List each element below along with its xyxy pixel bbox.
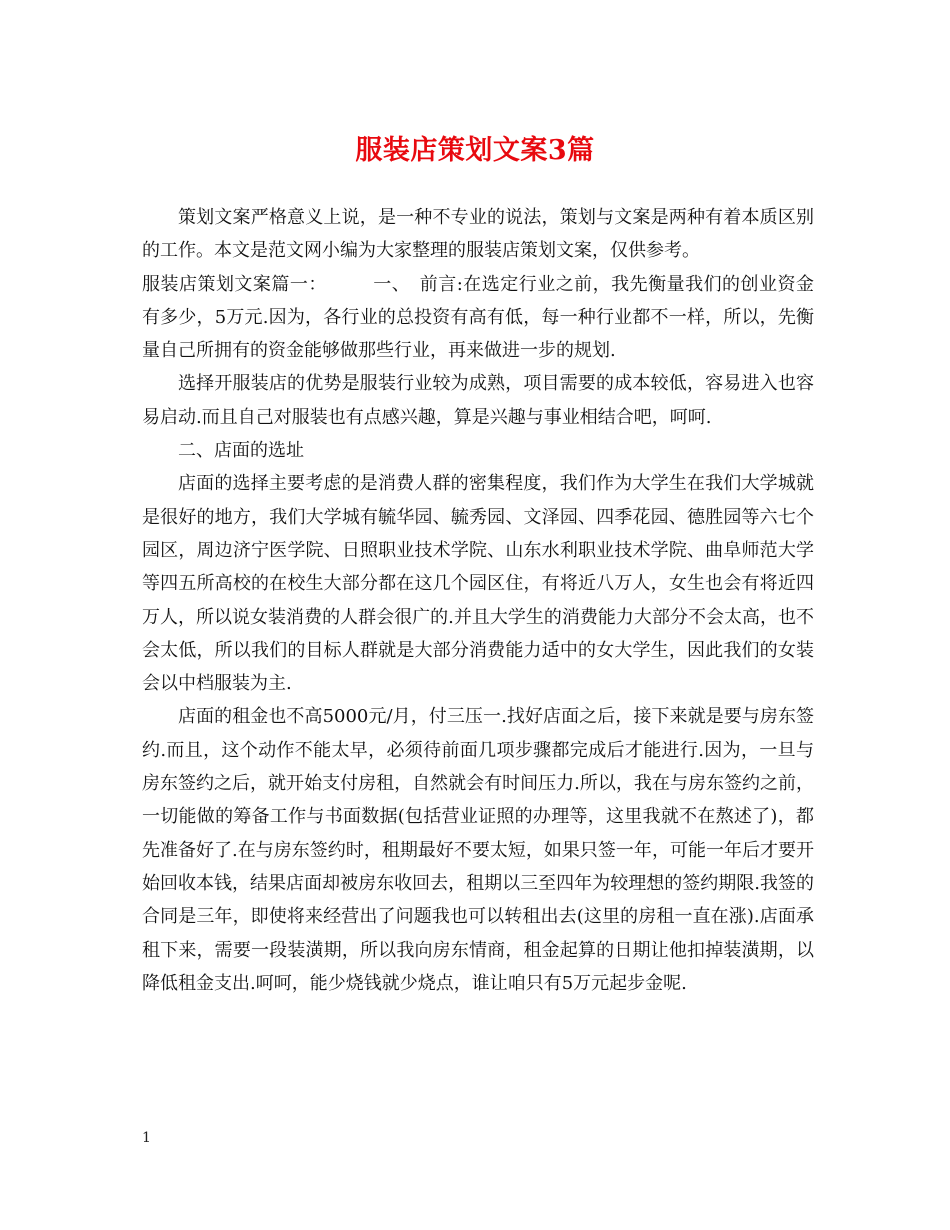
paragraph-store-rent: 店面的租金也不高5000元/月，付三压一.找好店面之后，接下来就是要与房东签约.而且，这个动作不能太早，必须待前面几项步骤都完成后才能进行.因为，一旦与房东签约之后，就开始支付房租，自然就会有时间压力.所以，我在与房东签约之前，一切能做的筹备工作与书面数据(包括营业证照的办理等，这里我就不在熬述了)，都先准备好了.在与房东签约时，租期最好不要太短，如果只签一年，可能一年后才要开始回收本钱，结果店面却被房东收回去，租期以三至四年为较理想的签约期限.我签的合同是三年，即使将来经营出了问题我也可以转租出去(这里的房租一直在涨).店面承租下来，需要一段装潢期，所以我向房东情商，租金起算的日期让他扣掉装潢期，以降低租金支出.呵呵，能少烧钱就少烧点，谁让咱只有5万元起步金呢.: [142, 706, 814, 994]
paragraph-section-one: 服装店策划文案篇一： 一、 前言:在选定行业之前，我先衡量我们的创业资金有多少，5万元.因为，各行业的总投资有高有低，每一种行业都不一样，所以，先衡量自己所拥有的资金能够做那些行业，再来做进一步的规划.: [142, 273, 814, 362]
paragraph-store-selection: 店面的选择主要考虑的是消费人群的密集程度，我们作为大学生在我们大学城就是很好的地方，我们大学城有毓华园、毓秀园、文泽园、四季花园、德胜园等六七个园区，周边济宁医学院、日照职业技术学院、山东水利职业技术学院、曲阜师范大学等四五所高校的在校生大部分都在这几个园区住，有将近八万人，女生也会有将近四万人，所以说女装消费的人群会很广的.并且大学生的消费能力大部分不会太高，也不会太低，所以我们的目标人群就是大部分消费能力适中的女大学生，因此我们的女装会以中档服装为主.: [142, 473, 814, 695]
paragraph-advantages: 选择开服装店的优势是服装行业较为成熟，项目需要的成本较低，容易进入也容易启动.而且自己对服装也有点感兴趣，算是兴趣与事业相结合吧，呵呵.: [142, 373, 814, 428]
document-body: [142, 201, 814, 1000]
page-number: 1: [142, 1130, 151, 1146]
paragraph-intro: 策划文案严格意义上说，是一种不专业的说法，策划与文案是两种有着本质区别的工作。本文是范文网小编为大家整理的服装店策划文案，仅供参考。: [142, 207, 814, 262]
document-title: 服装店策划文案3篇: [355, 135, 595, 166]
section-heading-store-location: 二、店面的选址: [178, 440, 304, 462]
